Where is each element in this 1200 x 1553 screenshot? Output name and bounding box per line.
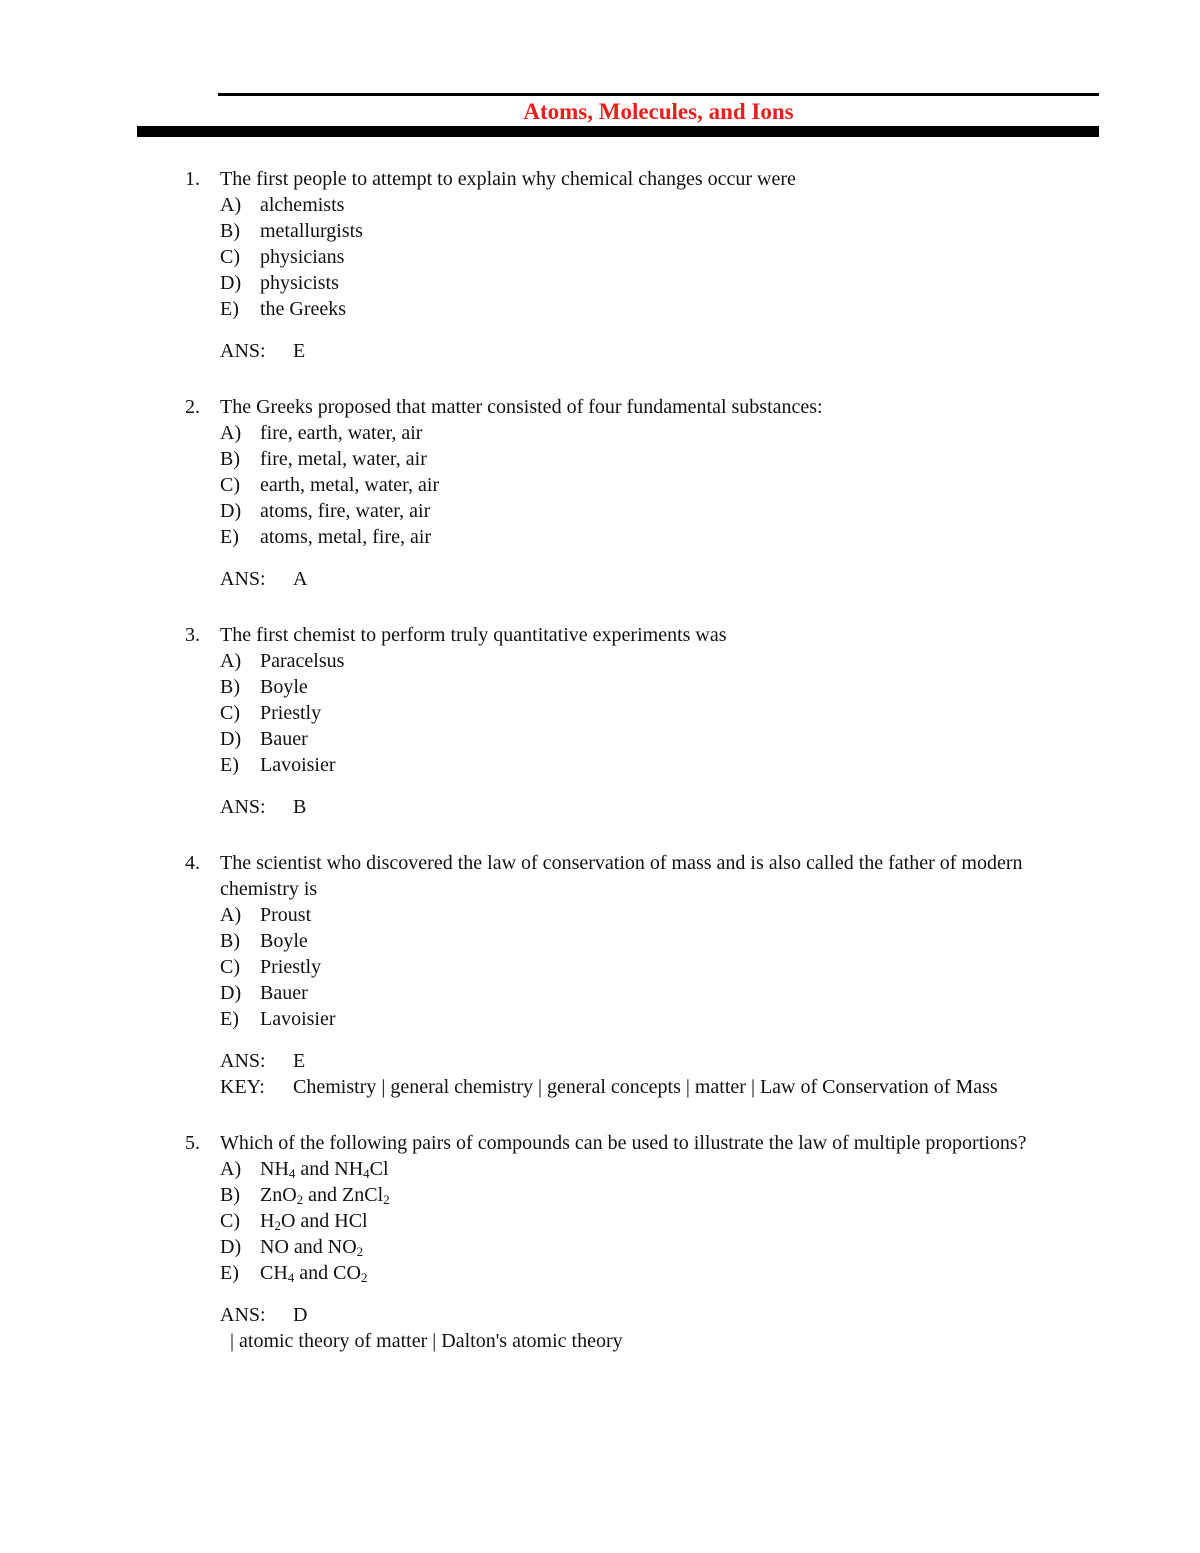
option-text: physicists <box>260 272 339 294</box>
formula-part: CH <box>260 1262 288 1284</box>
question-text: The first people to attempt to explain why chemical changes occur were <box>220 168 796 190</box>
key-value: Chemistry | general chemistry | general concepts | matter | Law of Conservation of Mass <box>293 1076 998 1098</box>
option-a <box>220 902 1100 928</box>
question-number: 4. <box>185 852 200 874</box>
question-body <box>220 850 1100 1100</box>
option-b <box>220 218 1100 244</box>
question-3 <box>0 622 1200 820</box>
option-text: fire, earth, water, air <box>260 422 423 444</box>
answer-line <box>220 338 1100 364</box>
option-text: the Greeks <box>260 298 347 320</box>
option-text: atoms, metal, fire, air <box>260 526 432 548</box>
option-letter: E) <box>220 1262 239 1284</box>
option-letter: D) <box>220 1236 242 1258</box>
question-text: The scientist who discovered the law of conservation of mass and is also called the father of modern chemistry is <box>220 852 1023 900</box>
option-c <box>220 1208 1100 1234</box>
option-d <box>220 1234 1100 1260</box>
question-4 <box>0 850 1200 1100</box>
option-letter: D) <box>220 982 242 1004</box>
option-text: fire, metal, water, air <box>260 448 427 470</box>
option-b <box>220 674 1100 700</box>
question-number: 2. <box>185 396 200 418</box>
formula-part: ZnO <box>260 1184 297 1206</box>
option-letter: A) <box>220 422 242 444</box>
option-letter: A) <box>220 904 242 926</box>
option-text: Bauer <box>260 728 308 750</box>
option-a <box>220 1156 1100 1182</box>
option-letter: D) <box>220 500 242 522</box>
question-body <box>220 166 1100 364</box>
formula-part: H <box>260 1210 275 1232</box>
answer-value: B <box>293 796 307 818</box>
question-1 <box>0 166 1200 364</box>
question-body <box>220 394 1100 592</box>
formula-part: NO and NO <box>260 1236 357 1258</box>
option-d <box>220 980 1100 1006</box>
formula-part: NH <box>260 1158 289 1180</box>
subscript: 2 <box>383 1192 390 1207</box>
subscript: 2 <box>360 1270 368 1285</box>
question-text: Which of the following pairs of compounds can be used to illustrate the law of multiple proportions? <box>220 1132 1027 1154</box>
option-b <box>220 928 1100 954</box>
option-letter: D) <box>220 272 242 294</box>
option-d <box>220 270 1100 296</box>
option-text: atoms, fire, water, air <box>260 500 431 522</box>
question-number: 1. <box>185 168 200 190</box>
option-b <box>220 446 1100 472</box>
subscript: 2 <box>274 1218 281 1233</box>
subscript: 4 <box>288 1166 296 1181</box>
answer-value: A <box>293 568 308 590</box>
formula-part: and CO <box>294 1262 361 1284</box>
option-letter: E) <box>220 298 239 320</box>
question-number: 5. <box>185 1132 200 1154</box>
question-text: The Greeks proposed that matter consisted of four fundamental substances: <box>220 396 823 418</box>
question-list <box>0 166 1200 1384</box>
option-letter: C) <box>220 246 240 268</box>
option-text: Lavoisier <box>260 754 336 776</box>
option-b <box>220 1182 1100 1208</box>
option-letter: E) <box>220 1008 239 1030</box>
option-e <box>220 296 1100 322</box>
answer-value: E <box>293 1050 306 1072</box>
option-c <box>220 244 1100 270</box>
option-text <box>260 1156 389 1182</box>
option-a <box>220 420 1100 446</box>
answer-line <box>220 1048 1100 1074</box>
option-letter: E) <box>220 754 239 776</box>
question-body <box>220 1130 1100 1354</box>
subscript: 4 <box>363 1166 370 1181</box>
formula-part: and ZnCl <box>303 1184 384 1206</box>
option-letter: A) <box>220 194 242 216</box>
option-letter: B) <box>220 676 240 698</box>
header-rule-thick <box>137 126 1099 137</box>
option-e <box>220 524 1100 550</box>
answer-line <box>220 566 1100 592</box>
option-letter: C) <box>220 1210 240 1232</box>
option-e <box>220 1006 1100 1032</box>
answer-line <box>220 1302 1100 1328</box>
question-number: 3. <box>185 624 200 646</box>
option-text: Priestly <box>260 956 322 978</box>
question-body <box>220 622 1100 820</box>
option-letter: A) <box>220 650 242 672</box>
option-a <box>220 192 1100 218</box>
option-text <box>260 1260 367 1286</box>
option-text: physicians <box>260 246 345 268</box>
formula-part: and NH <box>295 1158 364 1180</box>
option-letter: C) <box>220 956 240 978</box>
answer-value: E <box>293 340 306 362</box>
option-text: Priestly <box>260 702 322 724</box>
option-text: earth, metal, water, air <box>260 474 440 496</box>
question-2 <box>0 394 1200 592</box>
option-text: Lavoisier <box>260 1008 336 1030</box>
option-letter: B) <box>220 1184 240 1206</box>
option-text: metallurgists <box>260 220 363 242</box>
option-text: alchemists <box>260 194 345 216</box>
subscript: 4 <box>287 1270 295 1285</box>
option-a <box>220 648 1100 674</box>
option-letter: D) <box>220 728 242 750</box>
subscript: 2 <box>356 1244 364 1259</box>
option-c <box>220 954 1100 980</box>
option-letter: B) <box>220 930 240 952</box>
option-letter: B) <box>220 220 240 242</box>
option-d <box>220 498 1100 524</box>
page-title: Atoms, Molecules, and Ions <box>523 99 794 124</box>
subscript: 2 <box>296 1192 304 1207</box>
option-text: Boyle <box>260 930 308 952</box>
topic-tags: | atomic theory of matter | Dalton's atomic theory <box>230 1330 623 1352</box>
option-text: Paracelsus <box>260 650 345 672</box>
answer-label: ANS: <box>220 568 266 590</box>
answer-line <box>220 794 1100 820</box>
header-rule-thin <box>218 93 1099 96</box>
formula-part: O and HCl <box>280 1210 368 1232</box>
option-text: Proust <box>260 904 312 926</box>
option-letter: C) <box>220 474 240 496</box>
option-d <box>220 726 1100 752</box>
answer-label: ANS: <box>220 1050 266 1072</box>
option-e <box>220 1260 1100 1286</box>
option-text <box>260 1234 363 1260</box>
formula-part: Cl <box>369 1158 389 1180</box>
option-letter: E) <box>220 526 239 548</box>
option-c <box>220 700 1100 726</box>
option-text <box>260 1182 390 1208</box>
option-text <box>260 1208 368 1234</box>
answer-label: ANS: <box>220 340 266 362</box>
option-e <box>220 752 1100 778</box>
answer-label: ANS: <box>220 796 266 818</box>
option-letter: B) <box>220 448 240 470</box>
key-label: KEY: <box>220 1076 265 1098</box>
option-letter: A) <box>220 1158 242 1180</box>
option-text: Boyle <box>260 676 308 698</box>
answer-value: D <box>293 1304 308 1326</box>
option-text: Bauer <box>260 982 308 1004</box>
answer-label: ANS: <box>220 1304 266 1326</box>
question-text: The first chemist to perform truly quantitative experiments was <box>220 624 727 646</box>
option-letter: C) <box>220 702 240 724</box>
question-5 <box>0 1130 1200 1354</box>
option-c <box>220 472 1100 498</box>
key-line <box>220 1074 1100 1100</box>
